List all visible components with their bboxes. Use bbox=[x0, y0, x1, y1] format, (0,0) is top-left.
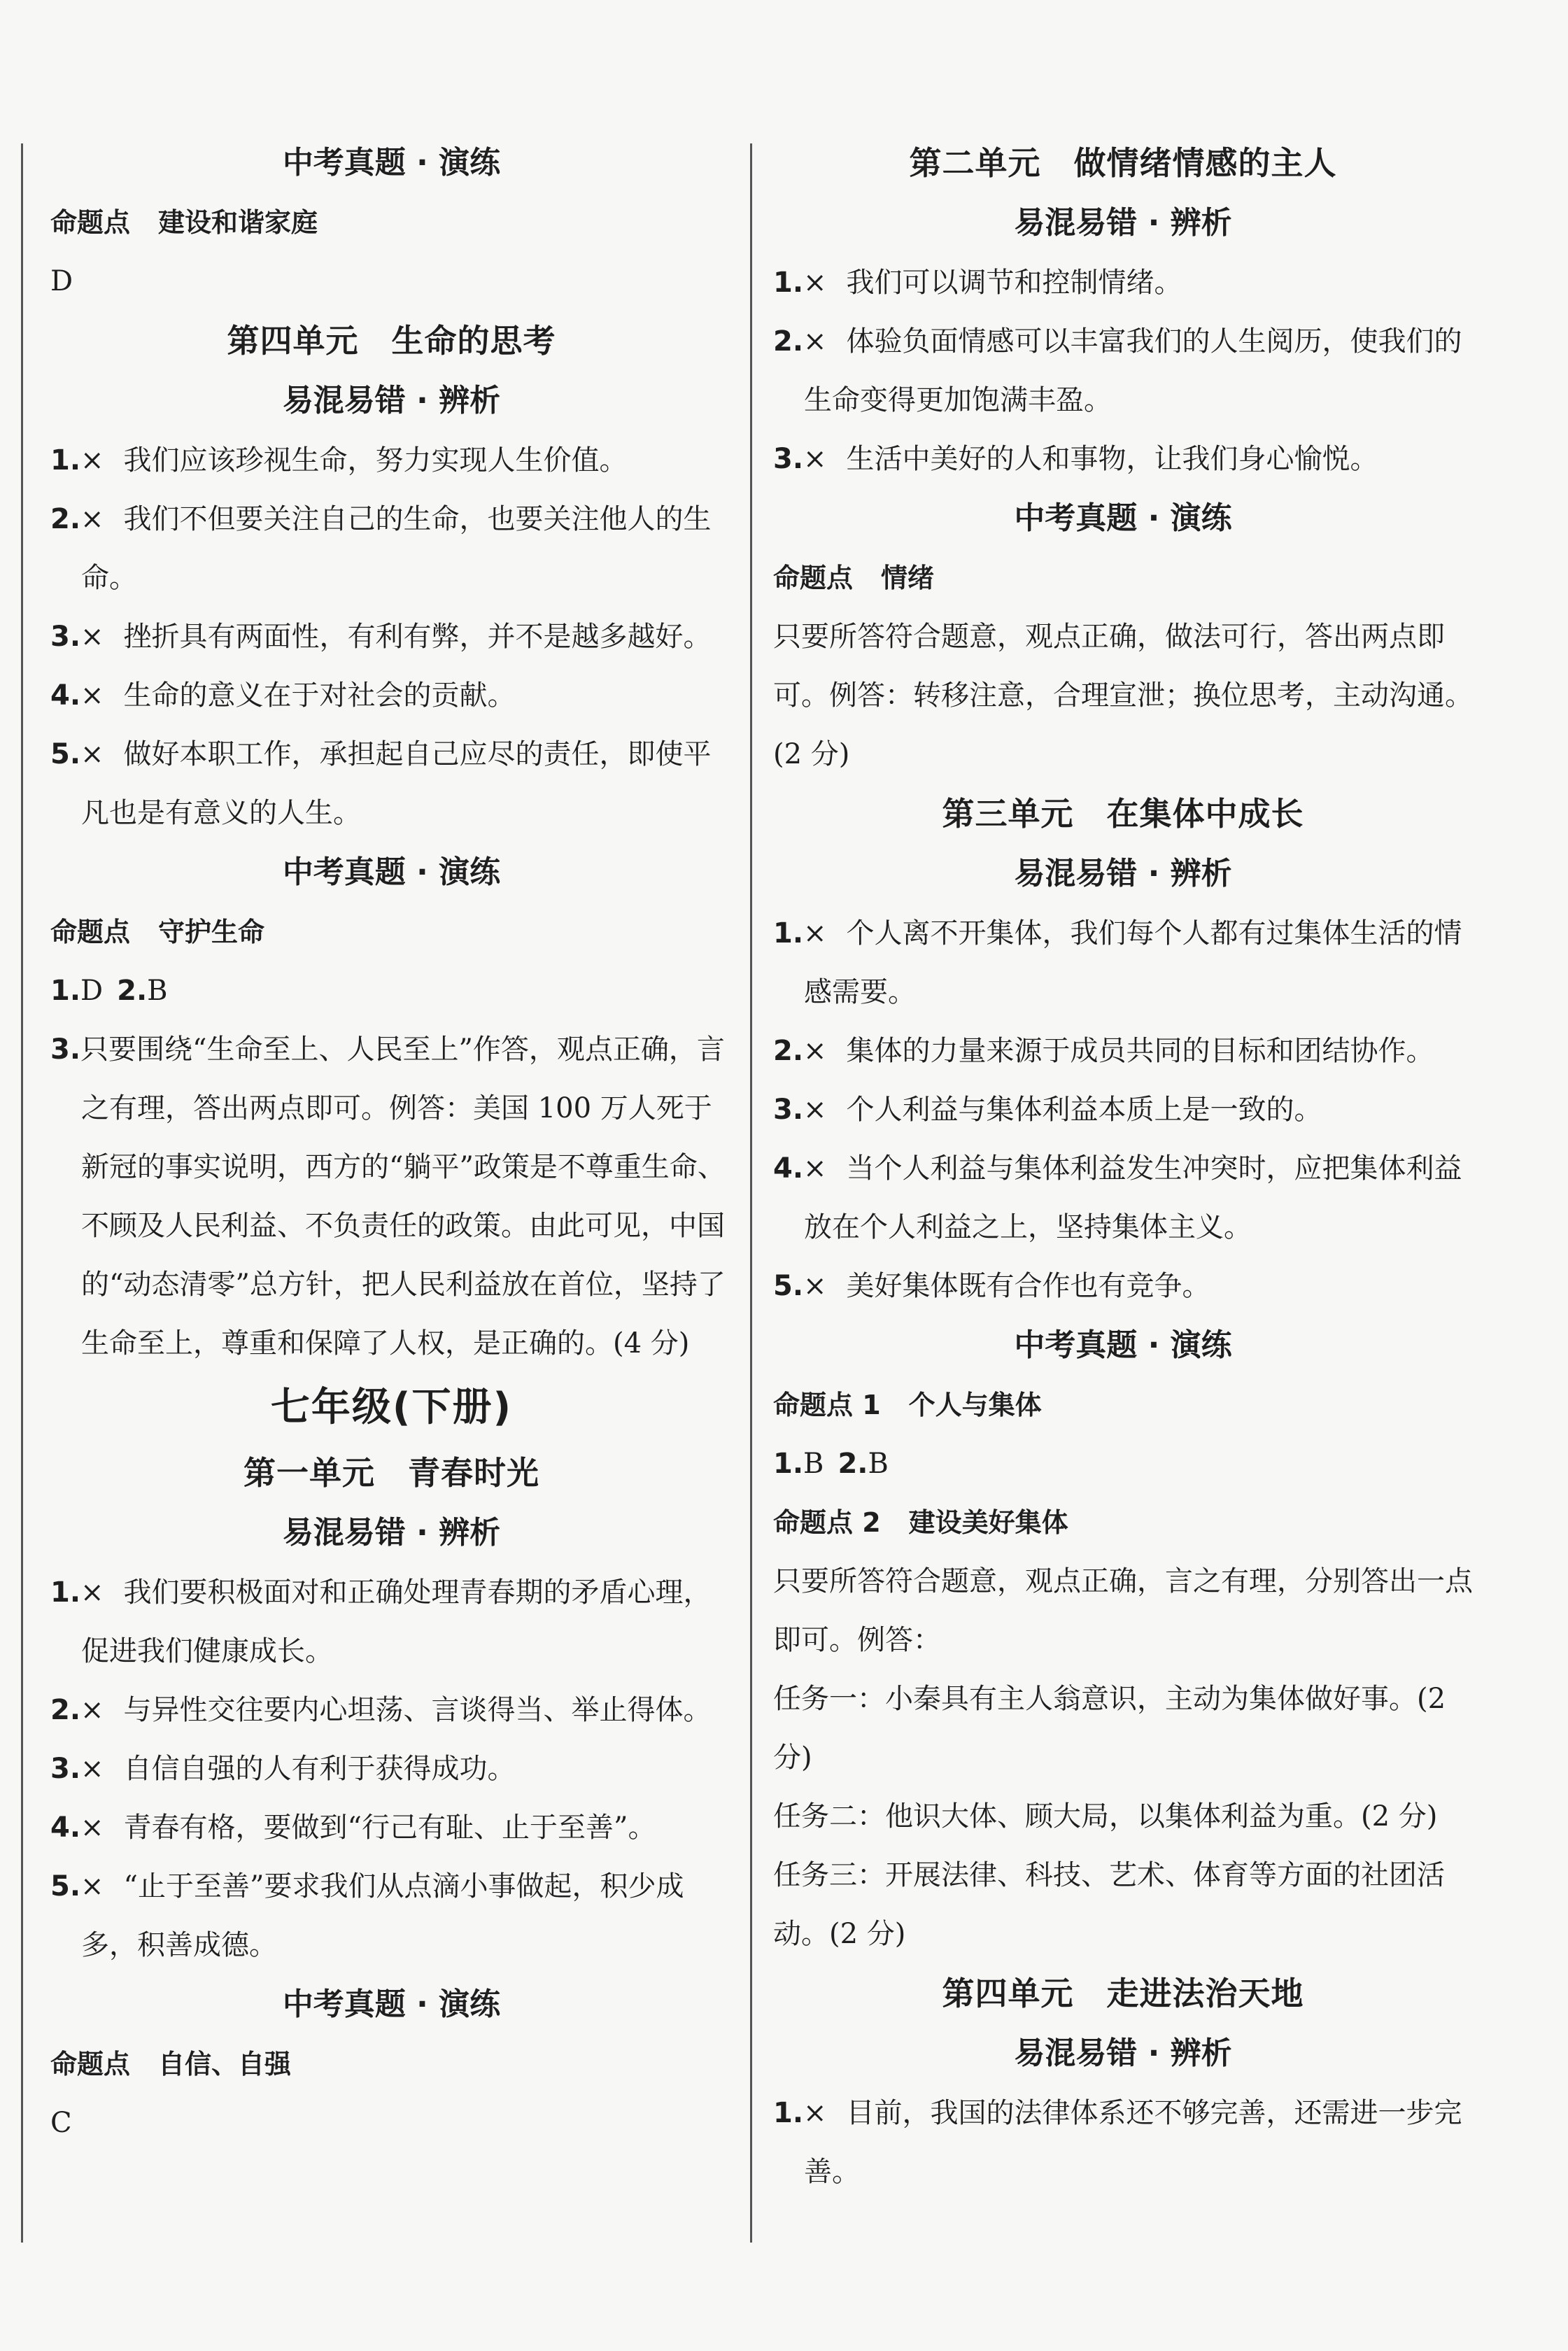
list-item: 3.× 自信自强的人有利于获得成功。 bbox=[50, 1753, 516, 1785]
right-column bbox=[773, 133, 1473, 2201]
list-item: 1.× 我们应该珍视生命，努力实现人生价值。 bbox=[50, 444, 628, 476]
list-item: 4.× 青春有格，要做到“行己有耻、止于至善”。 bbox=[50, 1812, 656, 1844]
list-item: 1.× 我们要积极面对和正确处理青春期的矛盾心理，促进我们健康成长。 bbox=[50, 1576, 712, 1667]
column-divider bbox=[750, 143, 752, 2243]
proposition-point: 命题点 1 个人与集体 bbox=[773, 1390, 1042, 1420]
section-title: 中考真题 · 演练 bbox=[1014, 500, 1232, 536]
left-margin-rule bbox=[21, 143, 23, 2243]
answer-task: 任务三：开展法律、科技、艺术、体育等方面的社团活动。(2 分) bbox=[773, 1859, 1445, 1950]
answer-line: D bbox=[50, 265, 73, 297]
section-title: 中考真题 · 演练 bbox=[282, 145, 501, 181]
unit-title: 第一单元 青春时光 bbox=[243, 1454, 539, 1492]
list-item: 4.× 当个人利益与集体利益发生冲突时，应把集体利益放在个人利益之上，坚持集体主义。 bbox=[773, 1152, 1462, 1243]
list-item: 2.× 我们不但要关注自己的生命，也要关注他人的生命。 bbox=[50, 503, 712, 594]
unit-title: 第三单元 在集体中成长 bbox=[942, 795, 1304, 833]
answer-task: 任务二：他识大体、顾大局，以集体利益为重。(2 分) bbox=[773, 1800, 1438, 1833]
grade-title: 七年级(下册) bbox=[270, 1385, 513, 1430]
section-title: 易混易错 · 辨析 bbox=[1014, 856, 1232, 891]
section-title: 中考真题 · 演练 bbox=[282, 854, 501, 890]
proposition-point: 命题点 情绪 bbox=[773, 563, 935, 593]
section-title: 中考真题 · 演练 bbox=[1014, 1327, 1232, 1363]
section-title: 中考真题 · 演练 bbox=[282, 1986, 501, 2022]
answer-line: 1.B 2.B bbox=[773, 1448, 889, 1480]
proposition-point: 命题点 2 建设美好集体 bbox=[773, 1507, 1068, 1538]
list-item: 1.× 我们可以调节和控制情绪。 bbox=[773, 267, 1182, 299]
list-item: 5.× 美好集体既有合作也有竞争。 bbox=[773, 1270, 1210, 1302]
item-list bbox=[773, 2084, 1473, 2201]
unit-title: 第四单元 走进法治天地 bbox=[942, 1975, 1304, 2012]
item-list bbox=[50, 1563, 733, 1975]
proposition-point: 命题点 守护生命 bbox=[50, 917, 265, 947]
proposition-point: 命题点 建设和谐家庭 bbox=[50, 207, 318, 238]
list-item: 3.× 生活中美好的人和事物，让我们身心愉悦。 bbox=[773, 443, 1378, 475]
section-title: 易混易错 · 辨析 bbox=[282, 1515, 501, 1551]
list-item: 5.× 做好本职工作，承担起自己应尽的责任，即使平凡也是有意义的人生。 bbox=[50, 738, 712, 829]
section-title: 易混易错 · 辨析 bbox=[282, 383, 501, 418]
proposition-point: 命题点 自信、自强 bbox=[50, 2049, 292, 2080]
list-item: 3.× 挫折具有两面性，有利有弊，并不是越多越好。 bbox=[50, 621, 712, 653]
list-item: 1.× 个人离不开集体，我们每个人都有过集体生活的情感需要。 bbox=[773, 917, 1462, 1008]
answer-paragraph: 只要所答符合题意，观点正确，言之有理，分别答出一点即可。例答： bbox=[773, 1565, 1473, 1656]
list-item: 5.× “止于至善”要求我们从点滴小事做起，积少成多，积善成德。 bbox=[50, 1870, 684, 1961]
list-item: 2.× 体验负面情感可以丰富我们的人生阅历，使我们的生命变得更加饱满丰盈。 bbox=[773, 325, 1462, 416]
section-title: 易混易错 · 辨析 bbox=[1014, 205, 1232, 241]
answer-line: 1.D 2.B bbox=[50, 975, 168, 1007]
unit-title: 第四单元 生命的思考 bbox=[227, 322, 556, 360]
item-list bbox=[50, 431, 733, 842]
list-item: 2.× 集体的力量来源于成员共同的目标和团结协作。 bbox=[773, 1035, 1434, 1067]
list-item: 1.× 目前，我国的法律体系还不够完善，还需进一步完善。 bbox=[773, 2097, 1462, 2188]
answer-task: 任务一：小秦具有主人翁意识，主动为集体做好事。(2 分) bbox=[773, 1683, 1446, 1774]
answer-line: C bbox=[50, 2107, 72, 2139]
unit-title: 第二单元 做情绪情感的主人 bbox=[909, 144, 1337, 182]
answer-paragraph: 只要所答符合题意，观点正确，做法可行，答出两点即可。例答：转移注意，合理宣泄；换位思考，主动沟通。(2 分) bbox=[773, 621, 1473, 770]
list-item: 2.× 与异性交往要内心坦荡、言谈得当、举止得体。 bbox=[50, 1694, 712, 1726]
list-item: 4.× 生命的意义在于对社会的贡献。 bbox=[50, 679, 516, 712]
answer-paragraph: 3.只要围绕“生命至上、人民至上”作答，观点正确，言之有理，答出两点即可。例答：美国 100 万人死于新冠的事实说明，西方的“躺平”政策是不尊重生命、不顾及人民利益、不负责任的政策。由此可见，中国的“动态清零”总方针，把人民利益放在首位，坚持了生命至上，尊重和保障了人权，是正确的。(4 分) bbox=[50, 1033, 726, 1360]
left-column bbox=[50, 133, 733, 2152]
list-item: 3.× 个人利益与集体利益本质上是一致的。 bbox=[773, 1094, 1322, 1126]
item-list bbox=[773, 253, 1473, 488]
section-title: 易混易错 · 辨析 bbox=[1014, 2035, 1232, 2071]
item-list bbox=[773, 904, 1473, 1315]
